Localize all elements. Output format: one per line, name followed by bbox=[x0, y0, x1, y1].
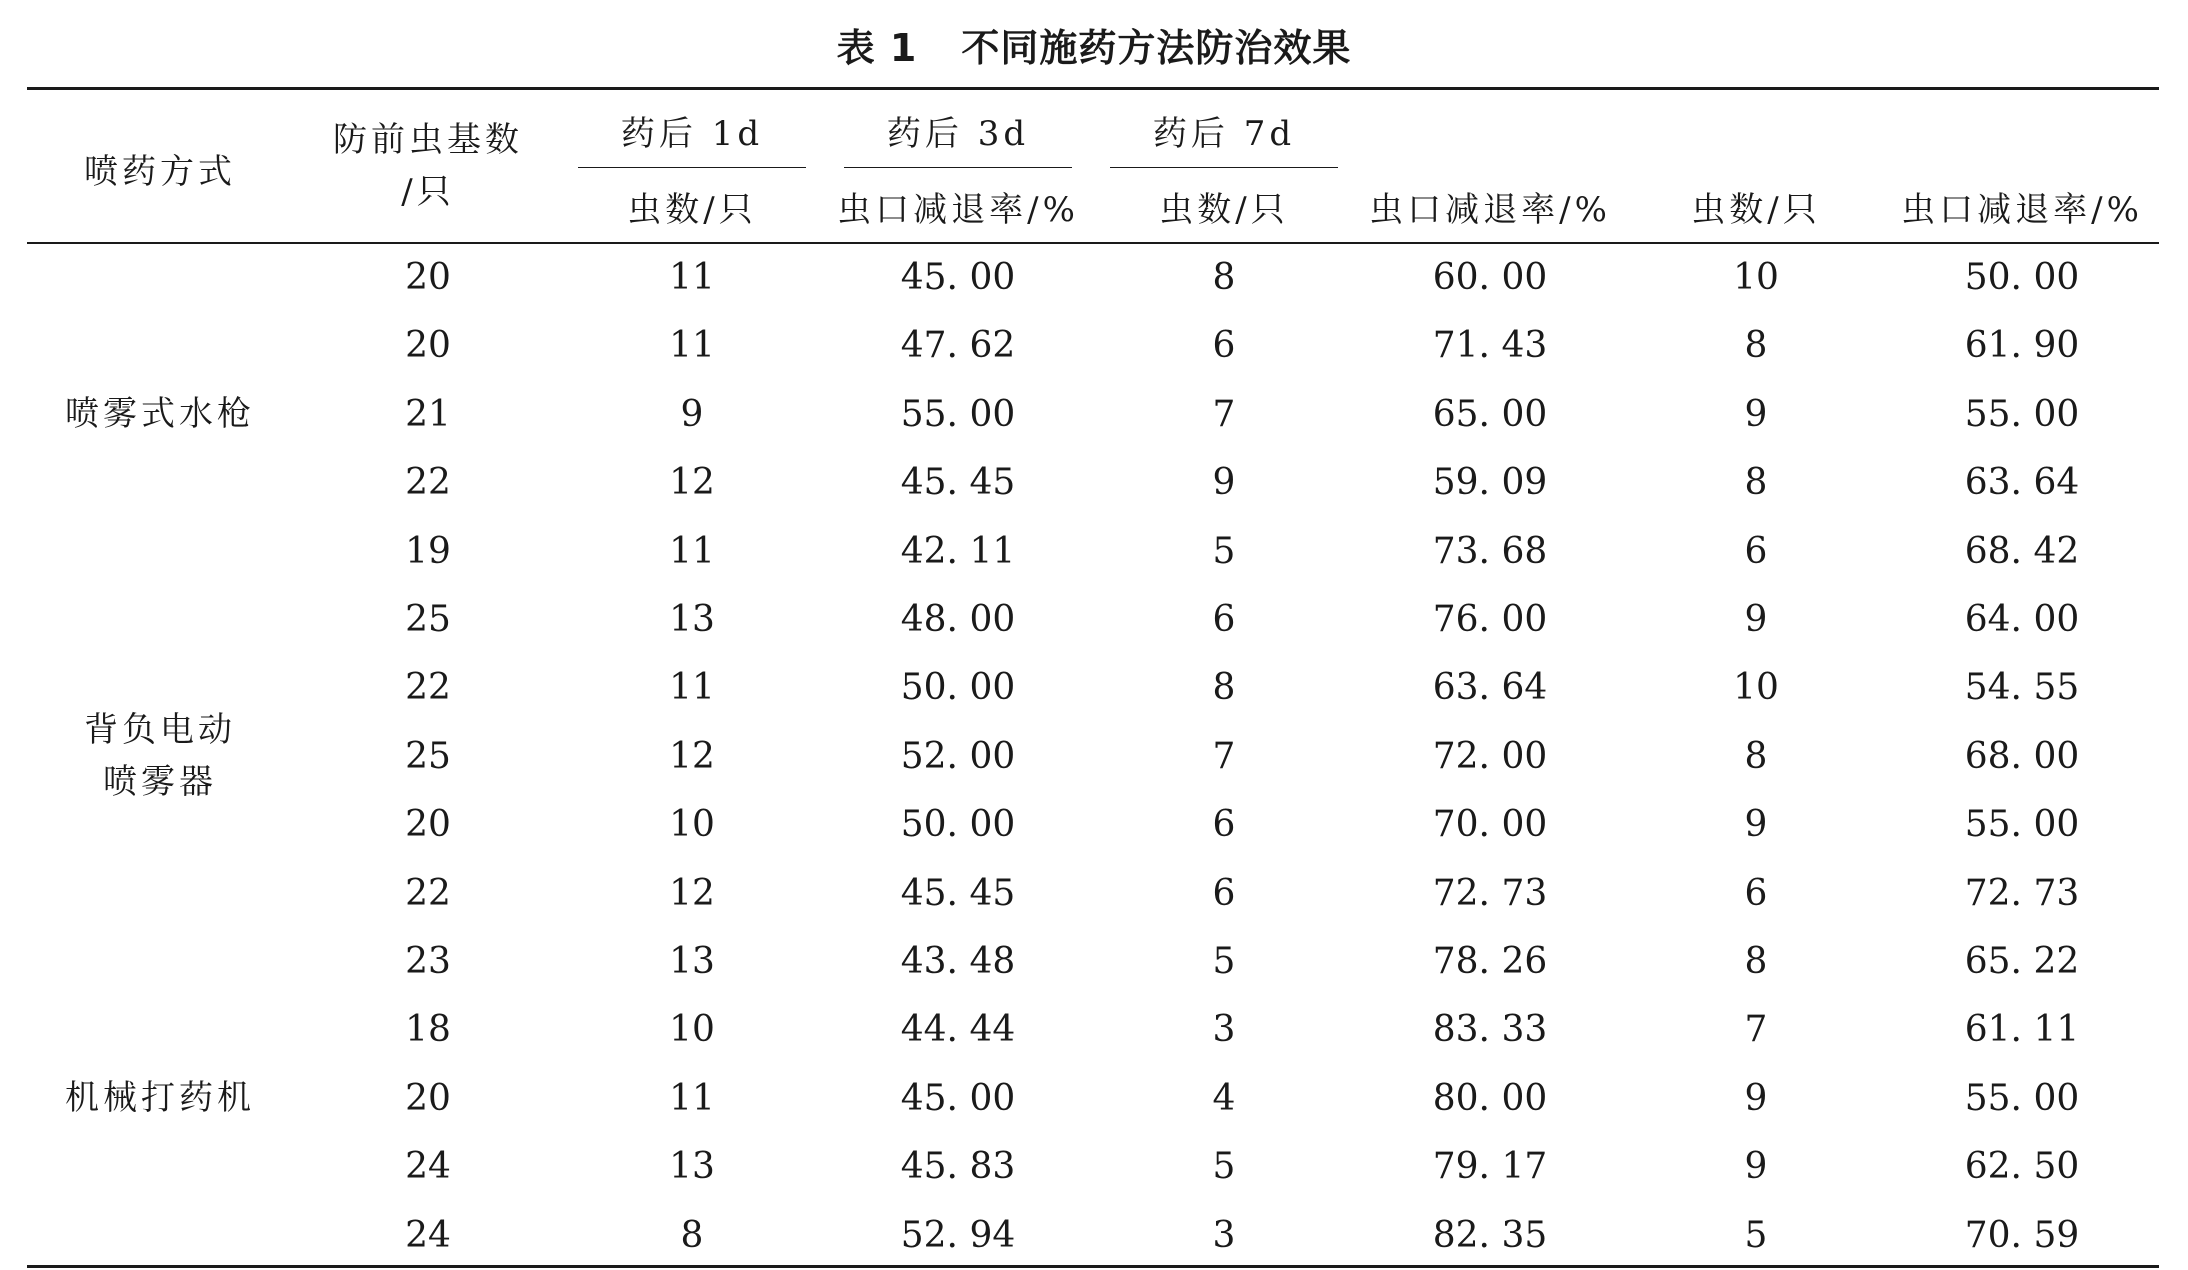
cell-rate-3d: 70. 00 bbox=[1432, 804, 1548, 846]
cell-count-1d: 13 bbox=[669, 941, 715, 982]
table-row bbox=[0, 518, 2188, 586]
cell-rate-3d: 83. 33 bbox=[1432, 1009, 1548, 1051]
cell-baseline: 19 bbox=[405, 530, 451, 572]
cell-count-3d: 8 bbox=[1212, 667, 1236, 709]
cell-rate-3d: 80. 00 bbox=[1432, 1077, 1548, 1119]
cell-baseline: 21 bbox=[405, 393, 451, 435]
cell-baseline: 25 bbox=[405, 735, 451, 777]
cell-rate-3d: 71. 43 bbox=[1432, 325, 1548, 367]
table-row bbox=[0, 449, 2188, 517]
cell-count-7d: 10 bbox=[1733, 257, 1779, 298]
cell-count-7d: 6 bbox=[1744, 872, 1768, 914]
table-row bbox=[0, 996, 2188, 1064]
cell-rate-7d: 63. 64 bbox=[1964, 462, 2080, 504]
cell-baseline: 23 bbox=[405, 941, 451, 982]
cell-baseline: 20 bbox=[405, 1077, 451, 1119]
table-row bbox=[0, 928, 2188, 996]
cell-rate-3d: 72. 00 bbox=[1432, 735, 1548, 777]
cell-rate-1d: 50. 00 bbox=[900, 804, 1016, 846]
header-baseline bbox=[333, 114, 523, 218]
header-rate-2: 虫口减退率/% bbox=[1369, 190, 1611, 230]
cell-count-3d: 6 bbox=[1212, 804, 1236, 846]
cell-count-3d: 7 bbox=[1212, 735, 1236, 777]
cell-rate-3d: 65. 00 bbox=[1432, 393, 1548, 435]
cell-rate-1d: 45. 00 bbox=[900, 1077, 1016, 1119]
cell-count-1d: 12 bbox=[669, 462, 715, 504]
header-method: 喷药方式 bbox=[84, 152, 236, 192]
cell-count-1d: 12 bbox=[669, 735, 715, 777]
cell-count-1d: 9 bbox=[680, 393, 704, 435]
cell-count-1d: 11 bbox=[669, 1077, 715, 1119]
cell-count-3d: 5 bbox=[1212, 530, 1236, 572]
cell-rate-1d: 45. 45 bbox=[900, 462, 1016, 504]
cell-count-3d: 8 bbox=[1212, 257, 1236, 298]
header-rate-1: 虫口减退率/% bbox=[837, 190, 1079, 230]
cell-count-7d: 9 bbox=[1744, 599, 1768, 640]
cell-rate-3d: 59. 09 bbox=[1432, 462, 1548, 504]
cell-count-3d: 3 bbox=[1212, 1214, 1236, 1256]
cell-count-7d: 6 bbox=[1744, 530, 1768, 572]
table-row bbox=[0, 312, 2188, 380]
cell-count-3d: 9 bbox=[1212, 462, 1236, 504]
cell-rate-7d: 55. 00 bbox=[1964, 804, 2080, 846]
group-7d-underline bbox=[1110, 167, 1338, 168]
cell-count-1d: 13 bbox=[669, 1146, 715, 1188]
cell-rate-7d: 61. 90 bbox=[1964, 325, 2080, 367]
cell-rate-7d: 72. 73 bbox=[1964, 872, 2080, 914]
cell-rate-1d: 52. 94 bbox=[900, 1214, 1016, 1256]
header-group-3d: 药后 3d bbox=[886, 114, 1030, 154]
cell-baseline: 20 bbox=[405, 804, 451, 846]
cell-rate-7d: 70. 59 bbox=[1964, 1214, 2080, 1256]
cell-count-3d: 5 bbox=[1212, 941, 1236, 982]
cell-count-3d: 4 bbox=[1212, 1077, 1236, 1119]
cell-count-1d: 12 bbox=[669, 872, 715, 914]
cell-baseline: 20 bbox=[405, 325, 451, 367]
cell-count-1d: 13 bbox=[669, 599, 715, 640]
cell-rate-3d: 78. 26 bbox=[1432, 941, 1548, 982]
cell-count-3d: 3 bbox=[1212, 1009, 1236, 1051]
cell-rate-1d: 48. 00 bbox=[900, 599, 1016, 640]
header-count-3: 虫数/只 bbox=[1691, 190, 1821, 230]
cell-rate-3d: 79. 17 bbox=[1432, 1146, 1548, 1188]
cell-rate-3d: 60. 00 bbox=[1432, 257, 1548, 298]
cell-baseline: 22 bbox=[405, 667, 451, 709]
group-1d-underline bbox=[578, 167, 806, 168]
cell-baseline: 24 bbox=[405, 1146, 451, 1188]
cell-count-7d: 8 bbox=[1744, 735, 1768, 777]
cell-count-1d: 8 bbox=[680, 1214, 704, 1256]
cell-count-7d: 8 bbox=[1744, 462, 1768, 504]
cell-baseline: 22 bbox=[405, 872, 451, 914]
table-row bbox=[0, 723, 2188, 791]
header-count-1: 虫数/只 bbox=[627, 190, 757, 230]
table-row bbox=[0, 791, 2188, 859]
cell-rate-1d: 43. 48 bbox=[900, 941, 1016, 982]
cell-count-7d: 9 bbox=[1744, 1146, 1768, 1188]
cell-rate-1d: 45. 00 bbox=[900, 257, 1016, 298]
cell-rate-1d: 45. 45 bbox=[900, 872, 1016, 914]
cell-count-3d: 5 bbox=[1212, 1146, 1236, 1188]
cell-rate-7d: 65. 22 bbox=[1964, 941, 2080, 982]
cell-count-3d: 6 bbox=[1212, 325, 1236, 367]
cell-count-7d: 9 bbox=[1744, 804, 1768, 846]
cell-count-7d: 10 bbox=[1733, 667, 1779, 709]
table-title: 不同施药方法防治效果 bbox=[961, 25, 1352, 70]
table-row bbox=[0, 1133, 2188, 1201]
cell-count-1d: 11 bbox=[669, 325, 715, 367]
cell-count-7d: 8 bbox=[1744, 325, 1768, 367]
method-label-line: 喷雾器 bbox=[103, 762, 217, 802]
table-row bbox=[0, 381, 2188, 449]
table-row bbox=[0, 244, 2188, 312]
header-baseline-line2: /只 bbox=[401, 172, 455, 212]
table-number: 表 1 bbox=[836, 25, 918, 70]
cell-count-3d: 7 bbox=[1212, 393, 1236, 435]
cell-count-1d: 11 bbox=[669, 667, 715, 709]
cell-rate-7d: 61. 11 bbox=[1964, 1009, 2080, 1051]
table-row bbox=[0, 654, 2188, 722]
header-rate-3: 虫口减退率/% bbox=[1901, 190, 2143, 230]
cell-rate-3d: 63. 64 bbox=[1432, 667, 1548, 709]
table-row bbox=[0, 860, 2188, 928]
header-count-2: 虫数/只 bbox=[1159, 190, 1289, 230]
method-label-line: 背负电动 bbox=[84, 710, 236, 750]
cell-count-7d: 5 bbox=[1744, 1214, 1768, 1256]
cell-count-3d: 6 bbox=[1212, 599, 1236, 640]
cell-rate-3d: 82. 35 bbox=[1432, 1214, 1548, 1256]
cell-rate-7d: 55. 00 bbox=[1964, 393, 2080, 435]
cell-count-7d: 7 bbox=[1744, 1009, 1768, 1051]
cell-baseline: 22 bbox=[405, 462, 451, 504]
table-row bbox=[0, 1065, 2188, 1133]
cell-rate-1d: 50. 00 bbox=[900, 667, 1016, 709]
group-3d-underline bbox=[844, 167, 1072, 168]
cell-baseline: 24 bbox=[405, 1214, 451, 1256]
cell-rate-7d: 54. 55 bbox=[1964, 667, 2080, 709]
cell-rate-7d: 50. 00 bbox=[1964, 257, 2080, 298]
header-group-7d: 药后 7d bbox=[1152, 114, 1296, 154]
cell-count-7d: 9 bbox=[1744, 393, 1768, 435]
method-label-line: 喷雾式水枪 bbox=[65, 394, 255, 434]
header-group-1d: 药后 1d bbox=[620, 114, 764, 154]
cell-baseline: 25 bbox=[405, 599, 451, 640]
cell-rate-3d: 76. 00 bbox=[1432, 599, 1548, 640]
cell-baseline: 18 bbox=[405, 1009, 451, 1051]
cell-count-7d: 8 bbox=[1744, 941, 1768, 982]
cell-rate-1d: 45. 83 bbox=[900, 1146, 1016, 1188]
cell-count-1d: 10 bbox=[669, 1009, 715, 1051]
cell-rate-7d: 68. 00 bbox=[1964, 735, 2080, 777]
cell-rate-7d: 68. 42 bbox=[1964, 530, 2080, 572]
cell-rate-1d: 52. 00 bbox=[900, 735, 1016, 777]
cell-rate-1d: 47. 62 bbox=[900, 325, 1016, 367]
cell-rate-7d: 55. 00 bbox=[1964, 1077, 2080, 1119]
cell-rate-1d: 42. 11 bbox=[900, 530, 1016, 572]
cell-count-7d: 9 bbox=[1744, 1077, 1768, 1119]
cell-baseline: 20 bbox=[405, 257, 451, 298]
cell-rate-3d: 73. 68 bbox=[1432, 530, 1548, 572]
cell-rate-1d: 55. 00 bbox=[900, 393, 1016, 435]
cell-count-1d: 10 bbox=[669, 804, 715, 846]
cell-count-1d: 11 bbox=[669, 530, 715, 572]
cell-rate-7d: 64. 00 bbox=[1964, 599, 2080, 640]
table-caption bbox=[0, 14, 2188, 74]
cell-rate-7d: 62. 50 bbox=[1964, 1146, 2080, 1188]
cell-rate-3d: 72. 73 bbox=[1432, 872, 1548, 914]
cell-rate-1d: 44. 44 bbox=[900, 1009, 1016, 1051]
cell-count-1d: 11 bbox=[669, 257, 715, 298]
cell-count-3d: 6 bbox=[1212, 872, 1236, 914]
table-row bbox=[0, 1202, 2188, 1270]
top-rule bbox=[27, 87, 2159, 90]
table-row bbox=[0, 586, 2188, 654]
header-baseline-line1: 防前虫基数 bbox=[333, 120, 523, 160]
method-label-line: 机械打药机 bbox=[65, 1078, 255, 1118]
